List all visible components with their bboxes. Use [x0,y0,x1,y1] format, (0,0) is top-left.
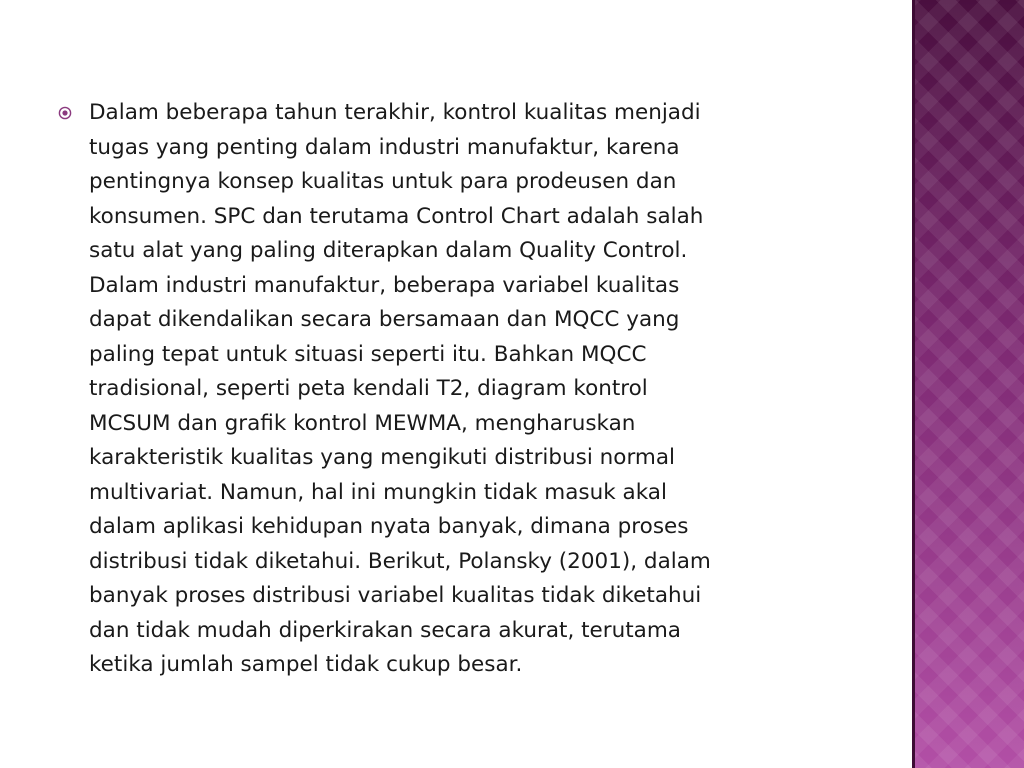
bullet-item [58,96,848,683]
bullet-paragraph: Dalam beberapa tahun terakhir, kontrol kualitas menjadi tugas yang penting dalam industri manufaktur, karena pentingnya konsep kualitas untuk para prodeusen dan konsumen. SPC dan terutama Control Chart adalah salah satu alat yang paling diterapkan dalam Quality Control. Dalam industri manufaktur, beberapa variabel kualitas dapat dikendalikan secara bersamaan dan MQCC yang paling tepat untuk situasi seperti itu. Bahkan MQCC tradisional, seperti peta kendali T2, diagram kontrol MCSUM dan grafik kontrol MEWMA, mengharuskan karakteristik kualitas yang mengikuti distribusi normal multivariat. Namun, hal ini mungkin tidak masuk akal dalam aplikasi kehidupan nyata banyak, dimana proses distribusi tidak diketahui. Berikut, Polansky (2001), dalam banyak proses distribusi variabel kualitas tidak diketahui dan tidak mudah diperkirakan secara akurat, terutama ketika jumlah sampel tidak cukup besar. [89,100,711,677]
side-panel-edge [912,0,915,768]
circle-dot-bullet-icon [58,106,72,120]
slide-content [58,96,848,683]
decorative-side-panel [912,0,1024,768]
